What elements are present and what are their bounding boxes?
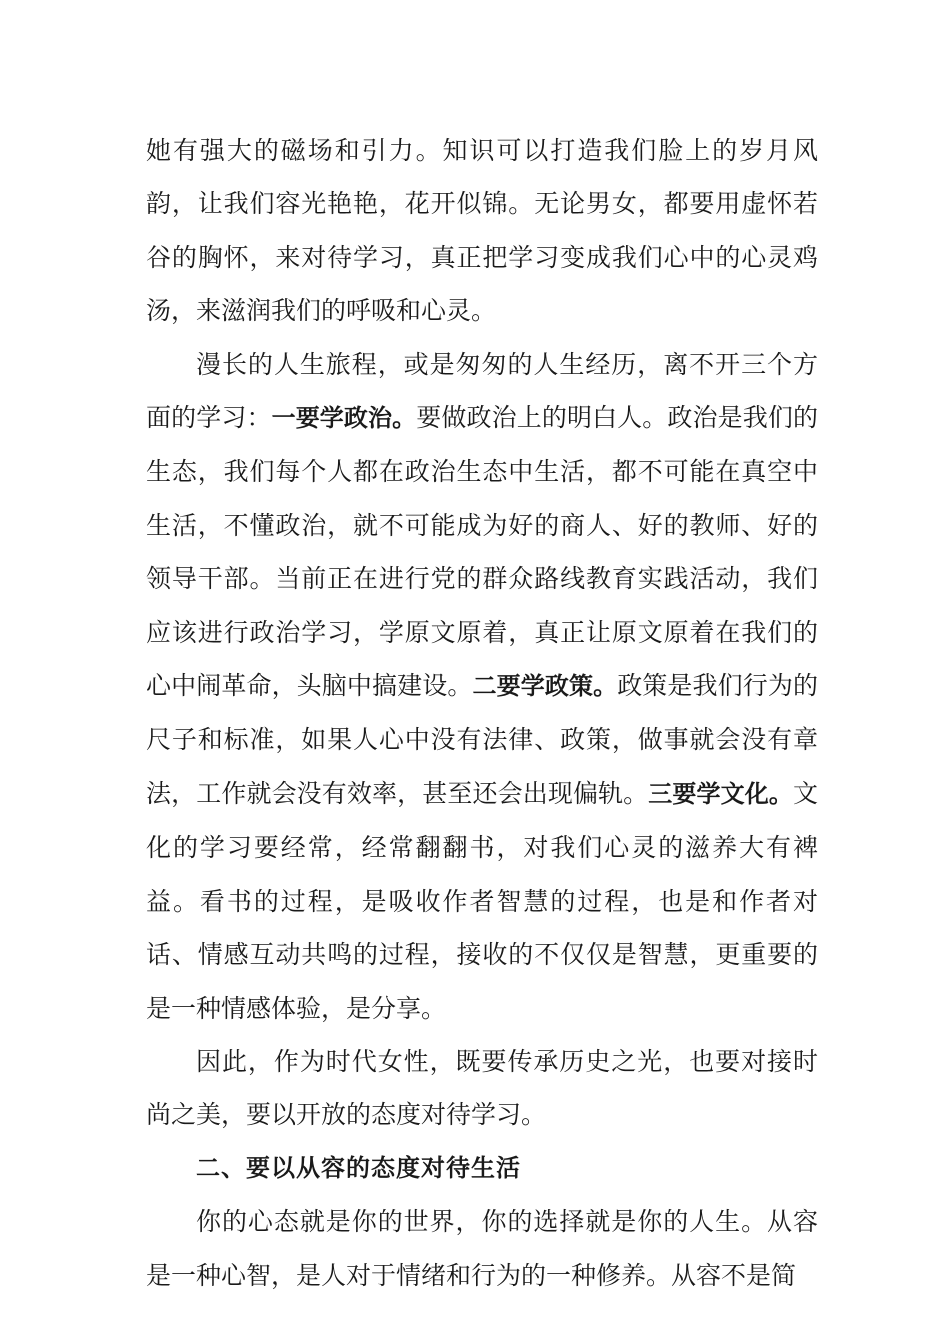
point-policy: 二要学政策。 bbox=[472, 672, 618, 701]
paragraph-2-policy-text: 政策是我们行为的尺子和标准，如果人心中没有法律、政策，做事就会没有章法，工作就会没有效率，甚至还会出现偏轨。 bbox=[146, 671, 818, 808]
paragraph-3: 因此，作为时代女性，既要传承历史之光，也要对接时尚之美，要以开放的态度对待学习。 bbox=[146, 1046, 818, 1130]
paragraph-1: 她有强大的磁场和引力。知识可以打造我们脸上的岁月风韵，让我们容光艳艳，花开似锦。无论男女，都要用虚怀若谷的胸怀，来对待学习，真正把学习变成我们心中的心灵鸡汤，来滋润我们的呼吸和心灵。 bbox=[146, 136, 818, 326]
paragraph-2-politics-text: 要做政治上的明白人。政治是我们的生态，我们每个人都在政治生态中生活，都不可能在真空中生活，不懂政治，就不可能成为好的商人、好的教师、好的领导干部。当前正在进行党的群众路线教育实践活动，我们应该进行政治学习，学原文原着，真正让原文原着在我们的心中闹革命，头脑中搞建设。 bbox=[146, 403, 818, 701]
paragraph-2-intro: 漫长的人生旅程，或是匆匆的人生经历，离不开三个方面的学习： bbox=[146, 349, 818, 433]
paragraph-4: 你的心态就是你的世界，你的选择就是你的人生。从容是一种心智，是人对于情绪和行为的一种修养。从容不是简 bbox=[146, 1207, 818, 1290]
paragraph-2-culture-text: 文化的学习要经常，经常翻翻书，对我们心灵的滋养大有裨益。看书的过程，是吸收作者智慧的过程，也是和作者对话、情感互动共鸣的过程，接收的不仅仅是智慧，更重要的是一种情感体验，是分享。 bbox=[146, 778, 818, 1023]
document-body bbox=[146, 124, 818, 1302]
point-culture: 三要学文化。 bbox=[648, 779, 793, 808]
paragraph-2 bbox=[146, 338, 818, 1035]
point-politics: 一要学政治。 bbox=[271, 404, 417, 433]
section-heading-2: 二、要以从容的态度对待生活 bbox=[196, 1153, 521, 1182]
